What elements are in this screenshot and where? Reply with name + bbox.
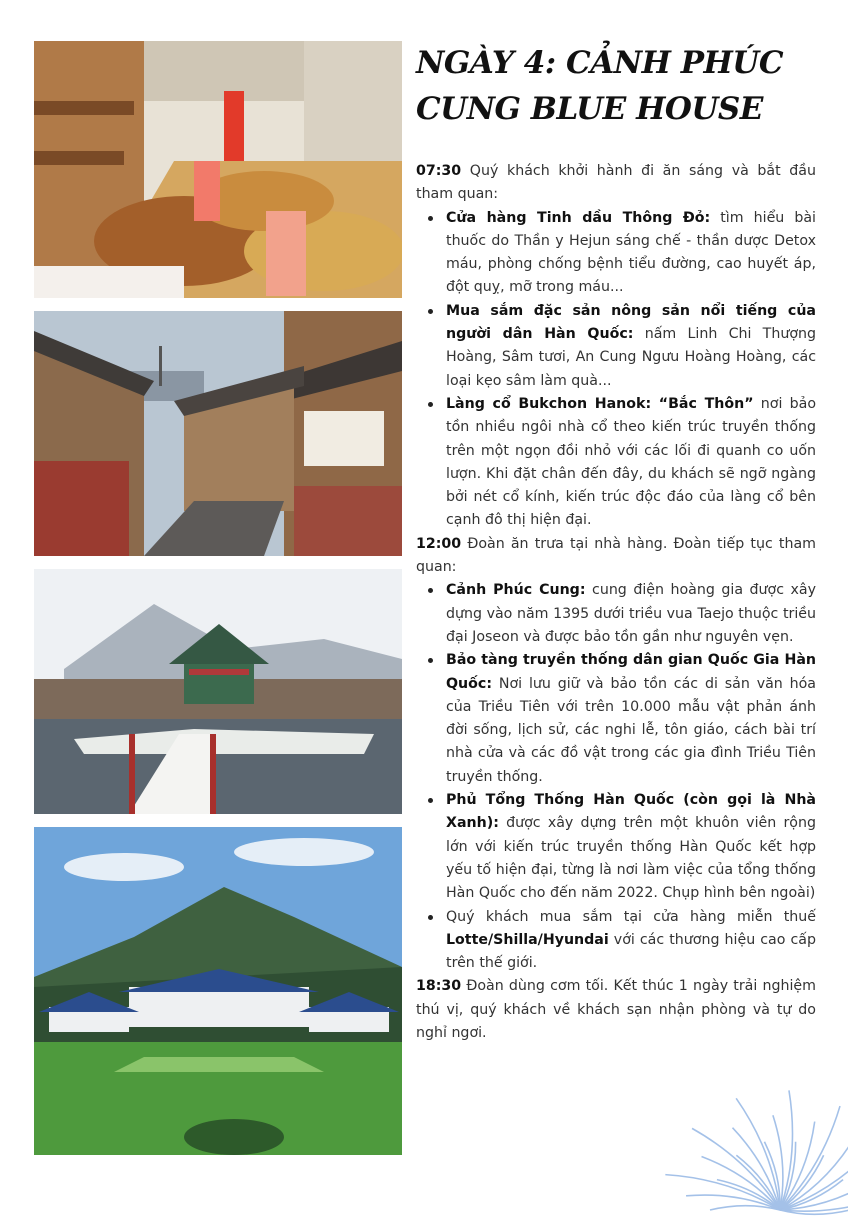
item-heading: Bảo tàng truyền thống dân gian Quốc Gia Hàn Quốc: [446, 652, 816, 692]
photo-bukchon-hanok-village [34, 311, 402, 556]
photo-market-stall [34, 41, 402, 298]
item-heading: Phủ Tổng Thống Hàn Quốc (còn gọi là Nhà Xanh): [446, 792, 816, 832]
item-heading: Lotte/Shilla/Hyundai [446, 931, 609, 948]
list-item [446, 207, 816, 300]
item-text: Nơi lưu giữ và bảo tồn các di sản văn hóa của Triều Tiên với trên 10.000 mẫu vật phản ánh đời sống, lịch sử, các nghi lễ, tôn giáo, cách bài trí nhà cửa và các đồ vật trong các gia đình Triều Tiên truyền thống. [446, 675, 816, 785]
item-text: nơi bảo tồn nhiều ngôi nhà cổ theo kiến trúc truyền thống trên một ngọn đồi nhỏ với các lối đi quanh co uốn lượn. Khi đặt chân đến đây, du khách sẽ ngỡ ngàng bởi nét cổ kính, kiến trúc độc đáo của làng cổ bên cạnh đô thị hiện đại. [446, 395, 817, 529]
time-label: 07:30 [416, 163, 462, 179]
itinerary-intro [416, 533, 816, 580]
item-text: được xây dựng trên một khuôn viên rộng lớn với kiến trúc truyền thống Hàn Quốc kết hợp yếu tố hiện đại, từng là nơi làm việc của tổng thống Hàn Quốc cho đến năm 2022. Chụp hình bên ngoài) [446, 815, 816, 902]
item-heading: Cửa hàng Tinh dầu Thông Đỏ: [446, 209, 711, 226]
list-item [446, 300, 816, 393]
firework-ray [736, 1098, 780, 1210]
firework-ray [780, 1106, 840, 1210]
itinerary-intro [416, 160, 816, 207]
item-text: nấm Linh Chi Thượng Hoàng, Sâm tươi, An Cung Ngưu Hoàng Hoàng, các loại kẹo sâm làm quà... [446, 326, 817, 389]
itinerary-block-morning [416, 160, 816, 533]
item-prefix: Quý khách mua sắm tại cửa hàng miễn thuế [446, 908, 816, 925]
list-item [446, 906, 816, 976]
page-title: NGÀY 4: CẢNH PHÚC CUNG BLUE HOUSE [416, 45, 783, 127]
item-text: với các thương hiệu cao cấp trên thế giới. [446, 931, 816, 972]
item-list [416, 207, 816, 533]
intro-text: Đoàn dùng cơm tối. Kết thúc 1 ngày trải nghiệm thú vị, quý khách về khách sạn nhận phòng và tự do nghỉ ngơi. [416, 978, 816, 1041]
itinerary-content [416, 160, 816, 1045]
photo-gyeongbokgung-pavilion [34, 569, 402, 814]
list-item [446, 393, 816, 533]
firework-ray [780, 1145, 848, 1210]
item-text: cung điện hoàng gia được xây dựng vào năm 1395 dưới triều vua Taejo thuộc triều đại Joseon và được bảo tồn gần như nguyên vẹn. [446, 582, 816, 645]
item-heading: Làng cổ Bukchon Hanok: “Bắc Thôn” [446, 395, 754, 412]
item-heading: Cảnh Phúc Cung: [446, 582, 586, 599]
time-label: 12:00 [416, 535, 462, 552]
photo-blue-house [34, 827, 402, 1155]
itinerary-block-noon [416, 533, 816, 976]
time-label: 18:30 [416, 978, 462, 995]
item-text: tìm hiểu bài thuốc do Thần y Hejun sáng chế - thần dược Detox máu, phòng chống bệnh tiểu đường, cao huyết áp, đột quỵ, mỡ trong máu... [446, 209, 816, 296]
item-list [416, 579, 816, 975]
intro-text: Quý khách khởi hành đi ăn sáng và bắt đầu tham quan: [416, 163, 816, 203]
intro-text: Đoàn ăn trưa tại nhà hàng. Đoàn tiếp tục tham quan: [416, 535, 816, 576]
list-item [446, 789, 816, 905]
item-heading: Mua sắm đặc sản nông sản nổi tiếng của người dân Hàn Quốc: [446, 302, 816, 343]
firework-decoration-icon [630, 1010, 848, 1230]
list-item [446, 649, 816, 789]
list-item [446, 579, 816, 649]
